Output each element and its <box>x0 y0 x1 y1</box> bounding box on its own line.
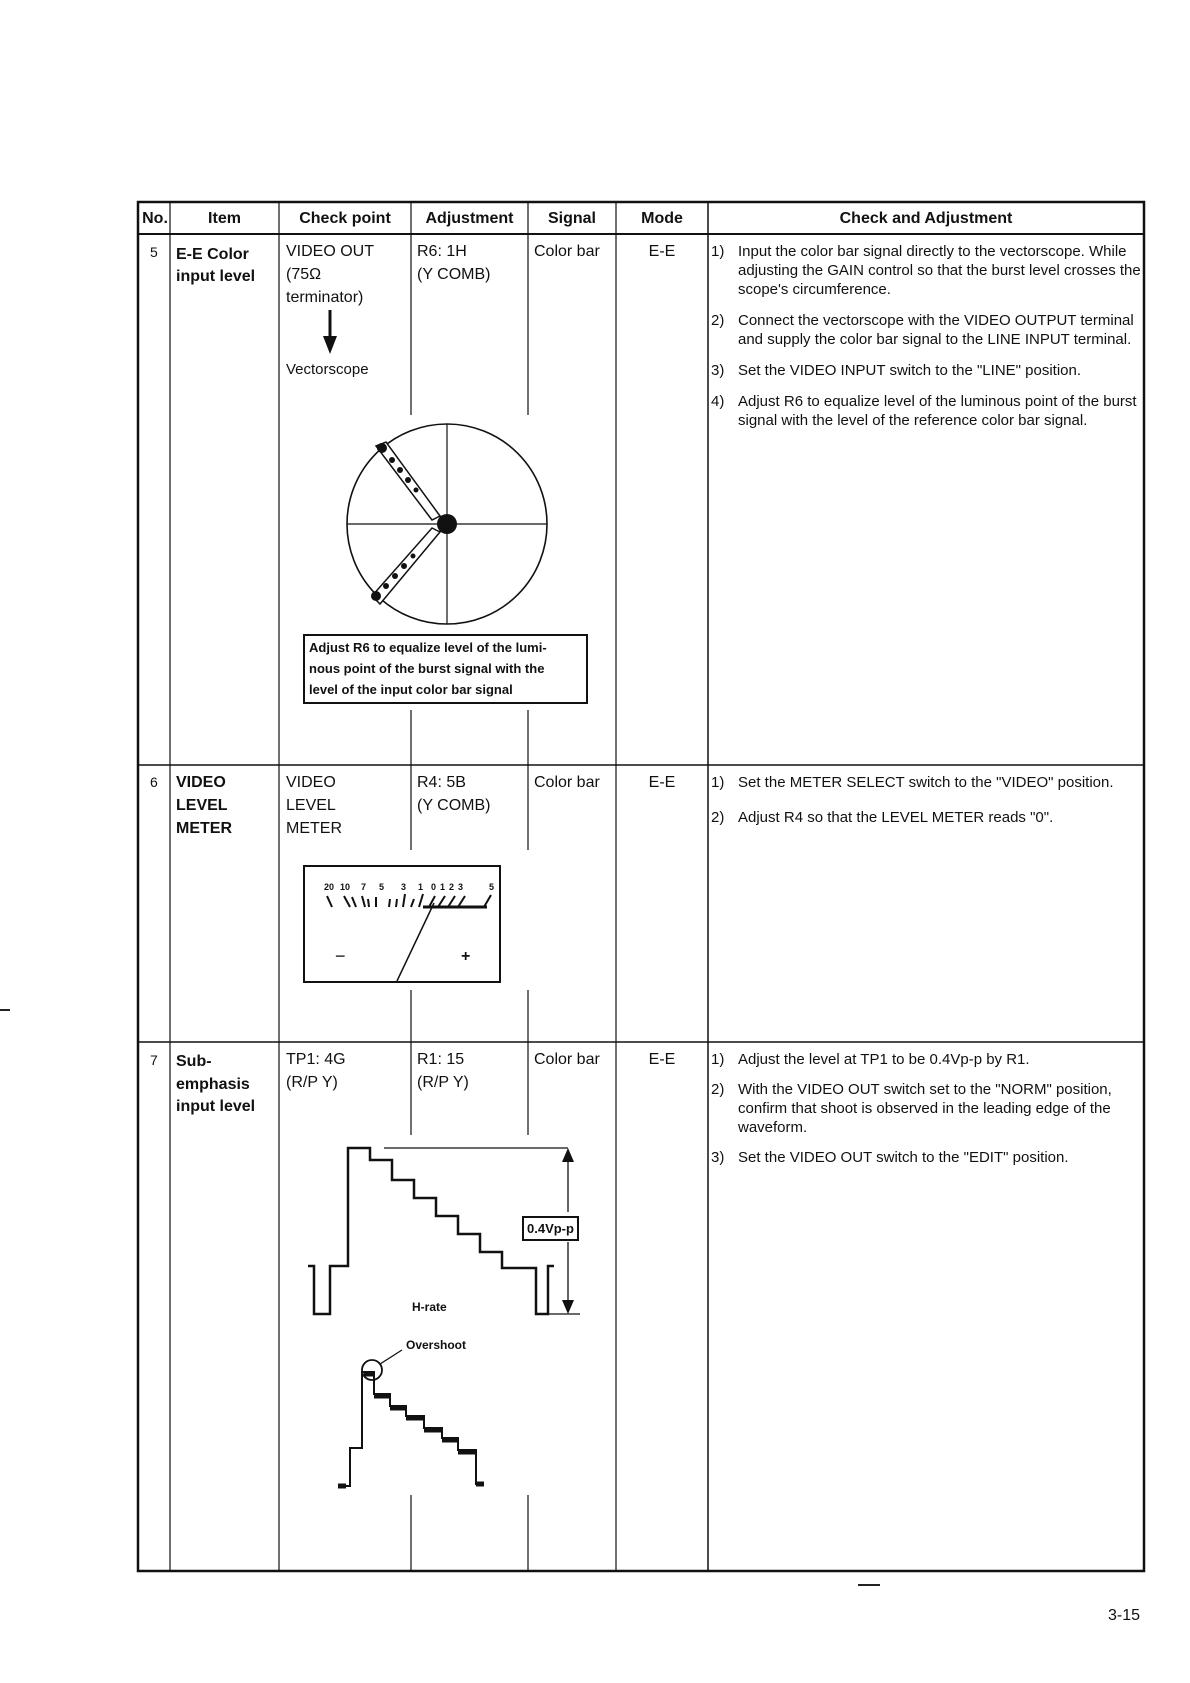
meter-scale-label: 1 <box>440 882 446 892</box>
item-name-line: input level <box>176 268 256 285</box>
step-item: 1) Set the METER SELECT switch to the "VIDEO" position. <box>711 774 1114 791</box>
meter-minus-sign: − <box>335 946 346 966</box>
margin-mark <box>0 1009 10 1011</box>
adjustment-line: (Y COMB) <box>417 266 491 283</box>
meter-scale-label: 0 <box>431 882 437 892</box>
step-item: 2) Adjust R4 so that the LEVEL METER reads "0". <box>711 809 1054 826</box>
overshoot-waveform <box>330 1336 540 1496</box>
mode-value: E-E <box>648 243 676 260</box>
meter-scale-label: 20 <box>324 882 335 892</box>
adjustment-line: (Y COMB) <box>417 797 491 814</box>
meter-scale-label: 5 <box>489 882 495 892</box>
meter-scale-label: 2 <box>449 882 455 892</box>
row-number: 7 <box>150 1052 158 1068</box>
step-item: 2) Connect the vectorscope with the VIDEO OUTPUT terminal and supply the color bar signal to the LINE INPUT terminal. <box>711 312 1134 348</box>
header-mode: Mode <box>641 210 683 227</box>
meter-scale-label: 3 <box>401 882 407 892</box>
signal-value: Color bar <box>534 243 600 260</box>
check-point-line: VIDEO <box>286 774 336 791</box>
check-point-line: VIDEO OUT <box>286 243 375 260</box>
note-line: nous point of the burst signal with the <box>309 661 545 676</box>
note-line: level of the input color bar signal <box>309 682 513 697</box>
meter-scale-label: 1 <box>418 882 424 892</box>
meter-scale-label: 3 <box>458 882 464 892</box>
adjustment-note <box>303 634 588 704</box>
meter-plus-sign: + <box>461 948 471 965</box>
step-item: 3) Set the VIDEO OUT switch to the "EDIT" position. <box>711 1149 1069 1166</box>
check-point-line: LEVEL <box>286 797 336 814</box>
item-name-line: input level <box>176 1098 256 1115</box>
note-line: Adjust R6 to equalize level of the lumi- <box>309 640 547 655</box>
steps-list <box>711 242 1141 430</box>
step-item: 2) With the VIDEO OUT switch set to the "NORM" position, confirm that shoot is observed in the leading edge of the waveform. <box>711 1081 1112 1136</box>
item-name-line: emphasis <box>176 1076 250 1093</box>
item-name-line: Sub- <box>176 1053 212 1070</box>
step-item: 4) Adjust R6 to equalize level of the luminous point of the burst signal with the level of the reference color bar signal. <box>711 393 1137 429</box>
item-name-line: METER <box>176 820 232 837</box>
hrate-label: H-rate <box>412 1300 447 1314</box>
check-point-target: Vectorscope <box>286 361 369 378</box>
header-item: Item <box>208 210 241 227</box>
meter-scale-label: 7 <box>361 882 367 892</box>
signal-value: Color bar <box>534 774 600 791</box>
check-point-line: METER <box>286 820 342 837</box>
check-point-line: (R/P Y) <box>286 1074 338 1091</box>
meter-needle <box>397 903 434 981</box>
check-point-line: terminator) <box>286 289 364 306</box>
meter-scale-label: 10 <box>340 882 351 892</box>
header-check-and-adjustment: Check and Adjustment <box>839 210 1013 227</box>
mode-value: E-E <box>648 1051 676 1068</box>
amplitude-label: 0.4Vp-p <box>522 1216 579 1241</box>
vectorscope-diagram <box>340 420 560 630</box>
down-arrow-icon <box>318 310 342 355</box>
check-point-line: TP1: 4G <box>286 1051 346 1068</box>
step-item: 1) Adjust the level at TP1 to be 0.4Vp-p by R1. <box>711 1051 1030 1068</box>
step-item: 1) Input the color bar signal directly to the vectorscope. While adjusting the GAIN control so that the burst level crosses the scope's circumference. <box>711 243 1141 298</box>
header-signal: Signal <box>547 210 596 227</box>
header-check-point: Check point <box>299 210 391 227</box>
meter-ticks <box>327 894 491 907</box>
footer-rule <box>858 1584 880 1586</box>
item-name-line: LEVEL <box>176 797 228 814</box>
header-adjustment: Adjustment <box>425 210 514 227</box>
overshoot-label: Overshoot <box>406 1338 467 1352</box>
item-name-line: E-E Color <box>176 246 249 263</box>
level-meter-diagram <box>303 865 501 983</box>
adjustment-line: R4: 5B <box>417 774 466 791</box>
check-point-line: (75Ω <box>286 266 322 283</box>
meter-scale-label: 5 <box>379 882 385 892</box>
adjustment-line: R1: 15 <box>417 1051 465 1068</box>
page-number: 3-15 <box>1108 1607 1141 1624</box>
row-number: 5 <box>150 244 158 260</box>
steps-list <box>711 773 1141 827</box>
item-name-line: VIDEO <box>176 774 226 791</box>
header-no: No. <box>142 210 168 227</box>
mode-value: E-E <box>648 774 676 791</box>
steps-list <box>711 1050 1141 1167</box>
adjustment-line: R6: 1H <box>417 243 467 260</box>
signal-value: Color bar <box>534 1051 600 1068</box>
row-number: 6 <box>150 774 158 790</box>
adjustment-line: (R/P Y) <box>417 1074 469 1091</box>
step-item: 3) Set the VIDEO INPUT switch to the "LINE" position. <box>711 362 1082 379</box>
